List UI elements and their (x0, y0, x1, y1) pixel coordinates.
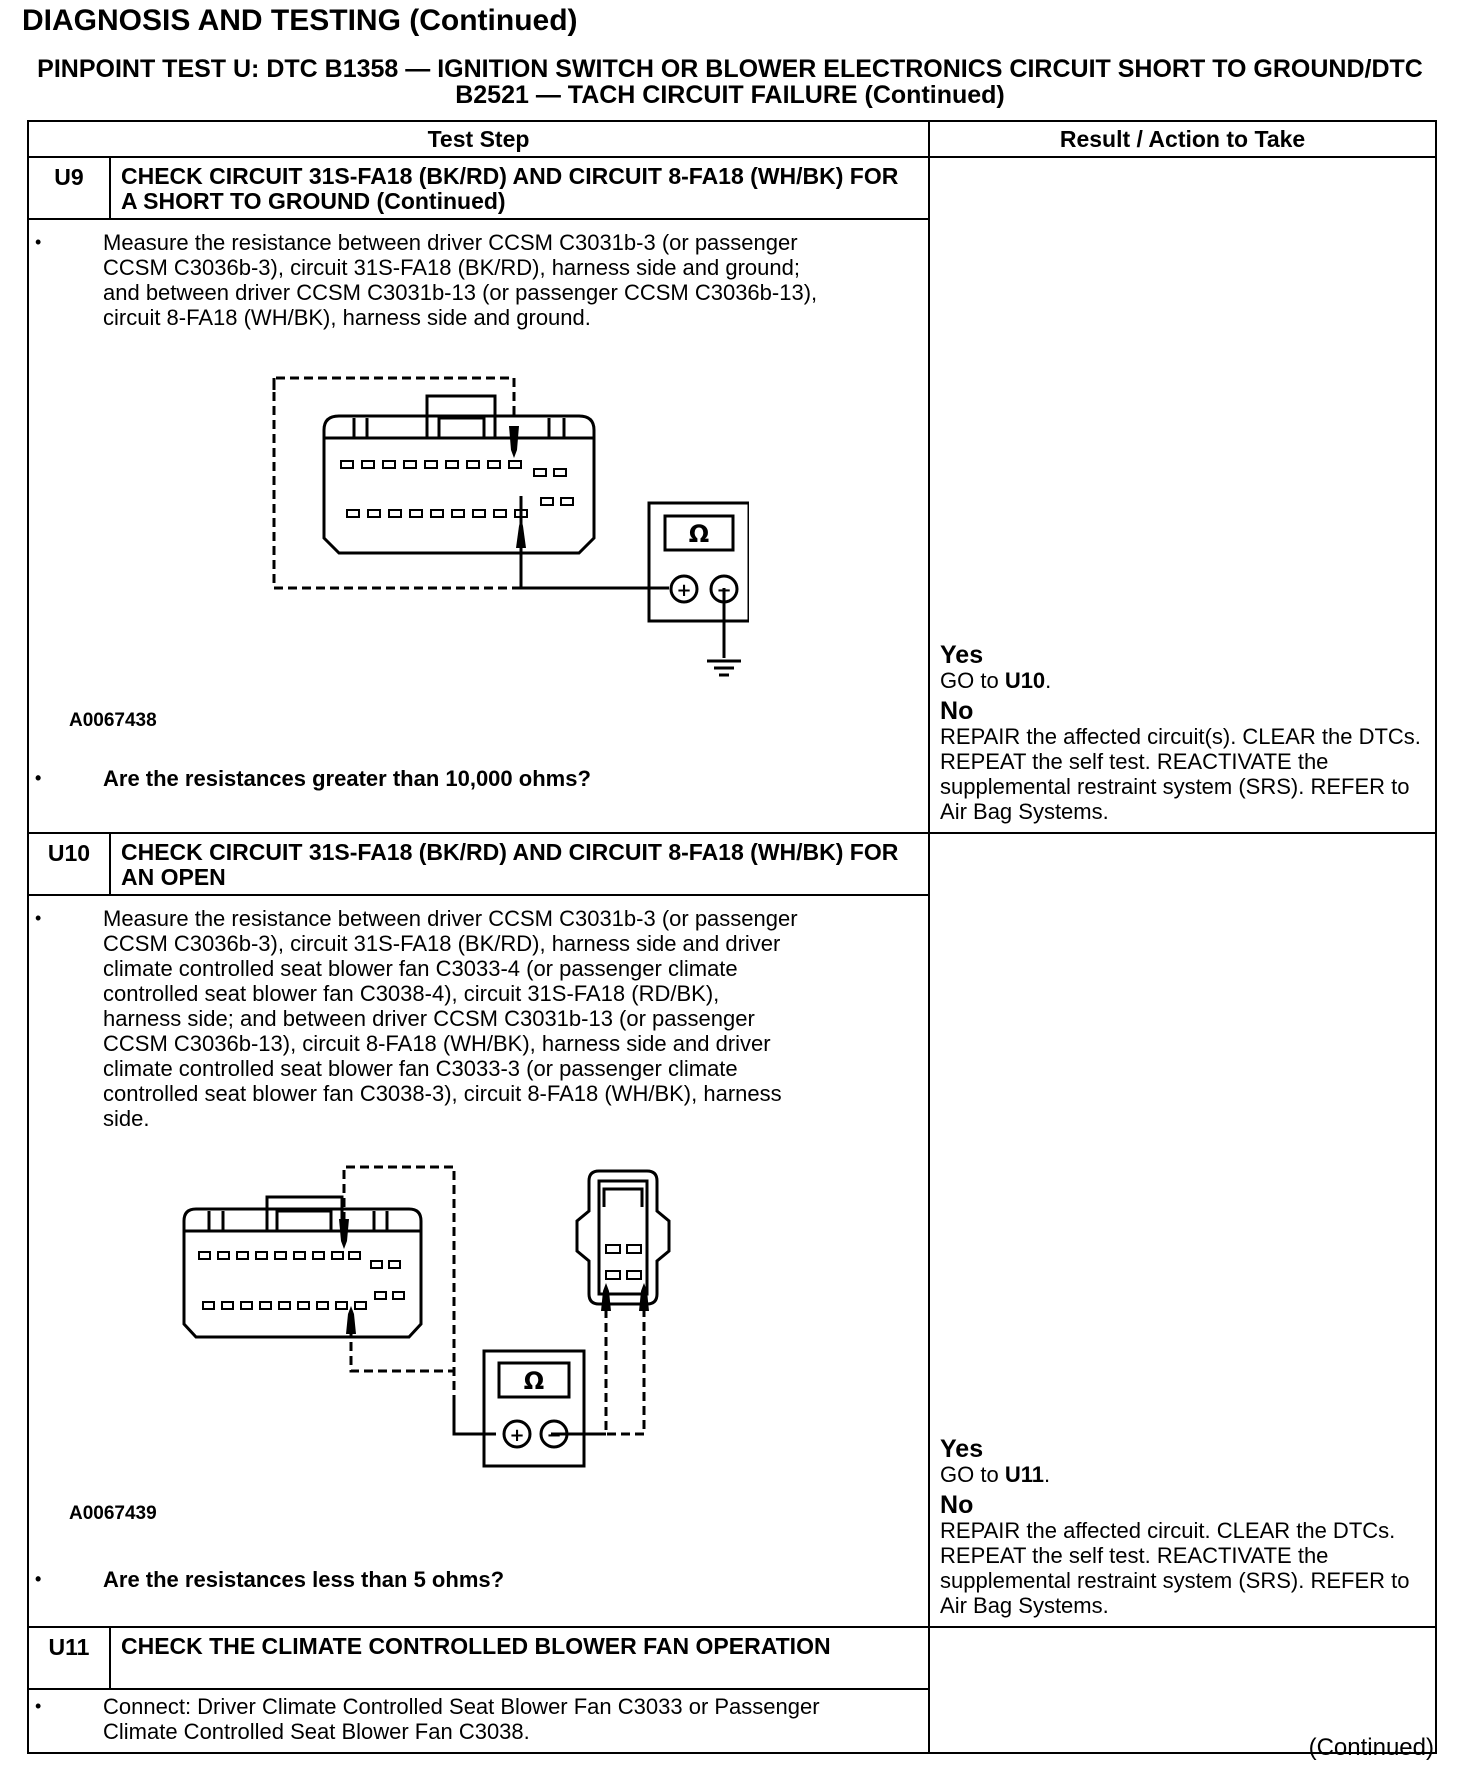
svg-text:+: + (676, 580, 692, 601)
yes-action: GO to U11. (940, 1462, 1051, 1487)
no-action: REPAIR the affected circuit. CLEAR the DTCs. REPEAT the self test. REACTIVATE the supplemental restraint system (SRS). REFER to Air Bag Systems. (940, 1518, 1410, 1618)
result-cell (929, 833, 1436, 1627)
instruction-text: • Measure the resistance between driver CCSM C3031b-3 (or passenger CCSM C3036b-3), circuit 31S-FA18 (BK/RD), harness side and driver climate controlled seat blower fan C3033-4 (or passenger climate controlled seat blower fan C3038-4), circuit 31S-FA18 (RD/BK), harness side; and between driver CCSM C3031b-13 (or passenger CCSM C3036b-13), circuit 8-FA18 (WH/BK), harness side and driver climate controlled seat blower fan C3033-3 (or passenger climate controlled seat blower fan C3038-3), circuit 8-FA18 (WH/BK), harness side. (69, 906, 803, 1131)
no-label: No (940, 697, 974, 725)
no-label: No (940, 1491, 974, 1519)
no-action: REPAIR the affected circuit(s). CLEAR the DTCs. REPEAT the self test. REACTIVATE the supplemental restraint system (SRS). REFER to Air Bag Systems. (940, 724, 1421, 824)
svg-text:+: + (509, 1425, 525, 1446)
pinpoint-test-title: PINPOINT TEST U: DTC B1358 — IGNITION SWITCH OR BLOWER ELECTRONICS CIRCUIT SHORT TO GROUND/DTC B2521 — TACH CIRCUIT FAILURE (Continued) (37, 55, 1423, 109)
yes-action: GO to U10. (940, 668, 1052, 693)
yes-label: Yes (940, 1435, 984, 1463)
wiring-diagram (69, 1139, 918, 1559)
result-header: Result / Action to Take (929, 121, 1436, 157)
step-number: U10 (28, 833, 110, 895)
svg-text:−: − (716, 580, 732, 601)
ohm-symbol: Ω (688, 520, 710, 548)
test-step-header: Test Step (28, 121, 929, 157)
page-title: DIAGNOSIS AND TESTING (Continued) (22, 4, 578, 37)
instruction-text: • Connect: Driver Climate Controlled Seat Blower Fan C3033 or Passenger Climate Controlled Seat Blower Fan C3038. (69, 1694, 823, 1744)
step-body (28, 219, 929, 833)
test-question: • Are the resistances less than 5 ohms? (69, 1567, 918, 1592)
figure-id: A0067438 (69, 710, 157, 731)
step-heading: CHECK CIRCUIT 31S-FA18 (BK/RD) AND CIRCUIT 8-FA18 (WH/BK) FOR A SHORT TO GROUND (Continued) (110, 157, 929, 219)
test-table (27, 120, 1437, 1754)
goto-step-link[interactable]: U11 (1004, 1462, 1044, 1487)
step-number: U11 (28, 1627, 110, 1689)
yes-label: Yes (940, 641, 984, 669)
diagram-svg (99, 1159, 719, 1519)
step-body (28, 895, 929, 1627)
step-heading: CHECK THE CLIMATE CONTROLLED BLOWER FAN OPERATION (110, 1627, 929, 1689)
figure-id: A0067439 (69, 1503, 157, 1524)
continued-note: (Continued) (1308, 1734, 1434, 1761)
goto-step-link[interactable]: U10 (1004, 668, 1046, 693)
diagram-svg (109, 348, 749, 738)
result-cell (929, 157, 1436, 833)
step-number: U9 (28, 157, 110, 219)
step-body (28, 1689, 929, 1753)
test-question: • Are the resistances greater than 10,000 ohms? (69, 766, 918, 791)
step-heading: CHECK CIRCUIT 31S-FA18 (BK/RD) AND CIRCUIT 8-FA18 (WH/BK) FOR AN OPEN (110, 833, 929, 895)
instruction-text: • Measure the resistance between driver CCSM C3031b-3 (or passenger CCSM C3036b-3), circuit 31S-FA18 (BK/RD), harness side and ground; and between driver CCSM C3031b-13 (or passenger CCSM C3036b-13), circuit 8-FA18 (WH/BK), harness side and ground. (69, 230, 833, 330)
wiring-diagram (69, 338, 918, 758)
ohm-symbol: Ω (523, 1367, 545, 1395)
svg-text:−: − (546, 1425, 562, 1446)
